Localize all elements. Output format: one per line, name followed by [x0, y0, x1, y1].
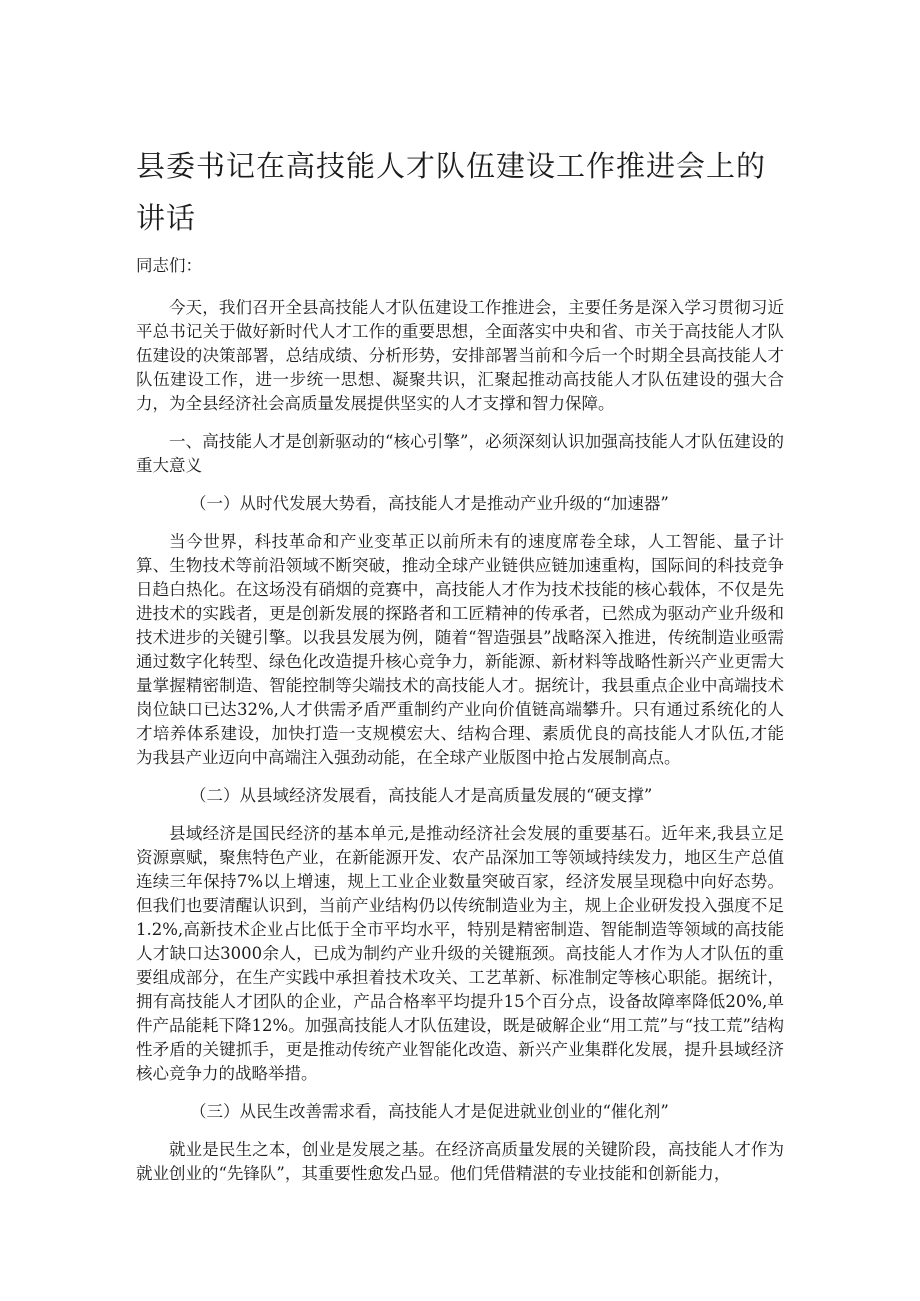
intro-paragraph: 今天，我们召开全县高技能人才队伍建设工作推进会，主要任务是深入学习贯彻习近平总书记关于做好新时代人才工作的重要思想，全面落实中央和省、市关于高技能人才队伍建设的决策部署，总结成绩、分析形势，安排部署当前和今后一个时期全县高技能人才队伍建设工作，进一步统一思想、凝聚共识，汇聚起推动高技能人才队伍建设的强大合力，为全县经济社会高质量发展提供坚实的人才支撑和智力保障。 [136, 298, 784, 413]
subsection-3-heading: （三）从民生改善需求看，高技能人才是促进就业创业的“催化剂” [190, 1102, 669, 1121]
subsection-1-body: 当今世界，科技革命和产业变革正以前所未有的速度席卷全球，人工智能、量子计算、生物技术等前沿领域不断突破，推动全球产业链供应链加速重构，国际间的科技竞争日趋白热化。在这场没有硝烟的竞赛中，高技能人才作为技术技能的核心载体，不仅是先进技术的实践者，更是创新发展的探路者和工匠精神的传承者，已然成为驱动产业升级和技术进步的关键引擎。以我县发展为例，随着“智造强县”战略深入推进，传统制造业亟需通过数字化转型、绿色化改造提升核心竞争力，新能源、新材料等战略性新兴产业更需大量掌握精密制造、智能控制等尖端技术的高技能人才。据统计，我县重点企业中高端技术岗位缺口已达32%,人才供需矛盾严重制约产业向价值链高端攀升。只有通过系统化的人才培养体系建设，加快打造一支规模宏大、结构合理、素质优良的高技能人才队伍,才能为我县产业迈向中高端注入强劲动能，在全球产业版图中抢占发展制高点。 [136, 532, 784, 767]
salutation: 同志们： [136, 256, 202, 275]
section-1-heading: 一、高技能人才是创新驱动的“核心引擎”，必须深刻认识加强高技能人才队伍建设的重大意义 [136, 432, 784, 475]
subsection-2-body: 县域经济是国民经济的基本单元,是推动经济社会发展的重要基石。近年来,我县立足资源禀赋，聚焦特色产业，在新能源开发、农产品深加工等领域持续发力，地区生产总值连续三年保持7%以上增速，规上工业企业数量突破百家，经济发展呈现稳中向好态势。但我们也要清醒认识到，当前产业结构仍以传统制造业为主，规上企业研发投入强度不足1.2%,高新技术企业占比低于全市平均水平，特别是精密制造、智能制造等领域的高技能人才缺口达3000余人，已成为制约产业升级的关键瓶颈。高技能人才作为人才队伍的重要组成部分，在生产实践中承担着技术攻关、工艺革新、标准制定等核心职能。据统计，拥有高技能人才团队的企业，产品合格率平均提升15个百分点，设备故障率降低20%,单件产品能耗下降12%。加强高技能人才队伍建设，既是破解企业“用工荒”与“技工荒”结构性矛盾的关键抓手，更是推动传统产业智能化改造、新兴产业集群化发展，提升县域经济核心竞争力的战略举措。 [136, 824, 784, 1083]
document-title: 县委书记在高技能人才队伍建设工作推进会上的讲话 [136, 149, 767, 235]
subsection-3-body: 就业是民生之本，创业是发展之基。在经济高质量发展的关键阶段，高技能人才作为就业创业的“先锋队”，其重要性愈发凸显。他们凭借精湛的专业技能和创新能力， [136, 1140, 784, 1183]
document-page [136, 140, 784, 1200]
subsection-2-heading: （二）从县域经济发展看，高技能人才是高质量发展的“硬支撑” [190, 786, 653, 805]
subsection-1-heading: （一）从时代发展大势看，高技能人才是推动产业升级的“加速器” [190, 494, 669, 513]
